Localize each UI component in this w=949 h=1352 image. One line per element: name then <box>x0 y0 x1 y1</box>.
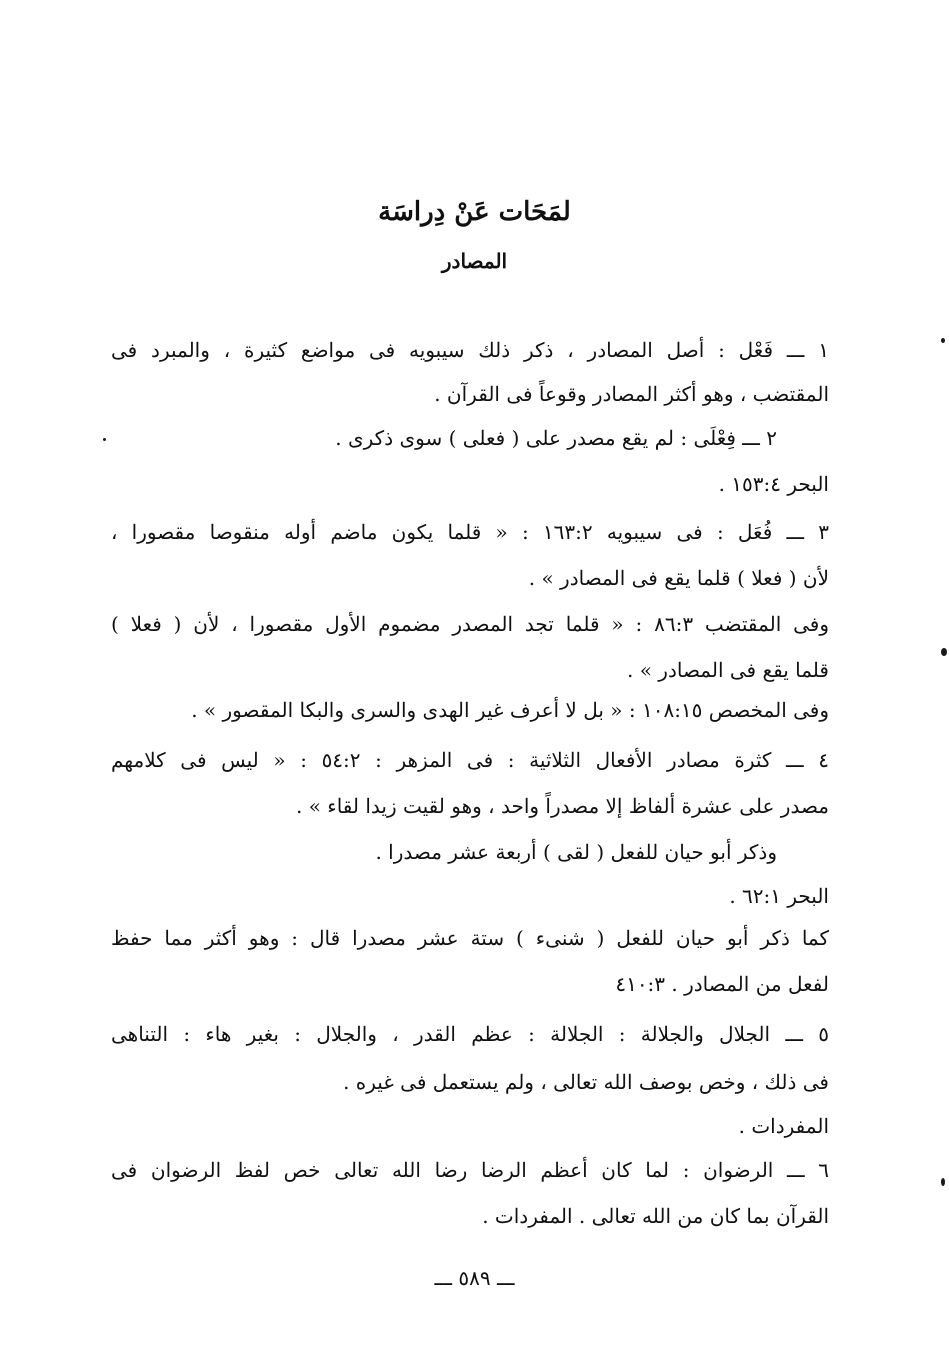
text-line: وفى المخصص ١٠٨:١٥ : « بل لا أعرف غير الهدى والسرى والبكا المقصور » . <box>191 698 829 722</box>
text-line: ٤ ـــ كثرة مصادر الأفعال الثلاثية : فى المزهر : ٥٤:٢ : « ليس فى كلامهم <box>111 748 829 772</box>
text-line: كما ذكر أبو حيان للفعل ( شنىء ) ستة عشر مصدرا قال : وهو أكثر مما حفظ <box>111 926 829 950</box>
text-line: القرآن بما كان من الله تعالى . المفردات . <box>482 1204 829 1228</box>
text-line: ٥ ـــ الجلال والجلالة : الجلالة : عظم القدر ، والجلال : بغير هاء : التناهى <box>111 1022 829 1046</box>
page-number: ـــ ٥٨٩ ـــ <box>434 1266 515 1290</box>
text-line: البحر ٦٢:١ . <box>729 884 829 908</box>
scan-speck <box>941 338 945 343</box>
text-line: مصدر على عشرة ألفاظ إلا مصدراً واحد ، وهو لقيت زيدا لقاء » . <box>296 794 829 818</box>
text-line: وذكر أبو حيان للفعل ( لقى ) أربعة عشر مصدرا . <box>375 840 777 864</box>
scan-speck <box>103 438 106 441</box>
scan-speck <box>941 1178 945 1186</box>
text-line: المقتضب ، وهو أكثر المصادر وقوعاً فى القرآن . <box>434 382 829 406</box>
text-line: لأن ( فعلا ) قلما يقع فى المصادر » . <box>528 566 829 590</box>
section-title: المصادر <box>441 249 508 273</box>
text-line: ٢ ـــ فِعْلَى : لم يقع مصدر على ( فعلى ) سوى ذكرى . <box>335 426 777 450</box>
text-line: فى ذلك ، وخص بوصف الله تعالى ، ولم يستعمل فى غيره . <box>343 1070 829 1094</box>
text-line: ١ ـــ فَعْل : أصل المصادر ، ذكر ذلك سيبويه فى مواضع كثيرة ، والمبرد فى <box>111 338 829 362</box>
text-line: ٦ ـــ الرضوان : لما كان أعظم الرضا رضا الله تعالى خص لفظ الرضوان فى <box>111 1158 829 1182</box>
text-line: المفردات . <box>738 1114 829 1138</box>
scan-speck <box>941 648 947 656</box>
page-title: لمَحَات عَنْ دِراسَة <box>378 197 571 227</box>
text-line: وفى المقتضب ٨٦:٣ : « قلما تجد المصدر مضموم الأول مقصورا ، لأن ( فعلا ) <box>111 612 830 636</box>
text-line: قلما يقع فى المصادر » . <box>627 658 829 682</box>
text-line: لفعل من المصادر . ٤١٠:٣ <box>615 972 829 996</box>
text-line: البحر ١٥٣:٤ . <box>718 472 829 496</box>
text-line: ٣ ـــ فُعَل : فى سيبويه ١٦٣:٢ : « قلما يكون ماضم أوله منقوصا مقصورا ، <box>111 520 829 544</box>
